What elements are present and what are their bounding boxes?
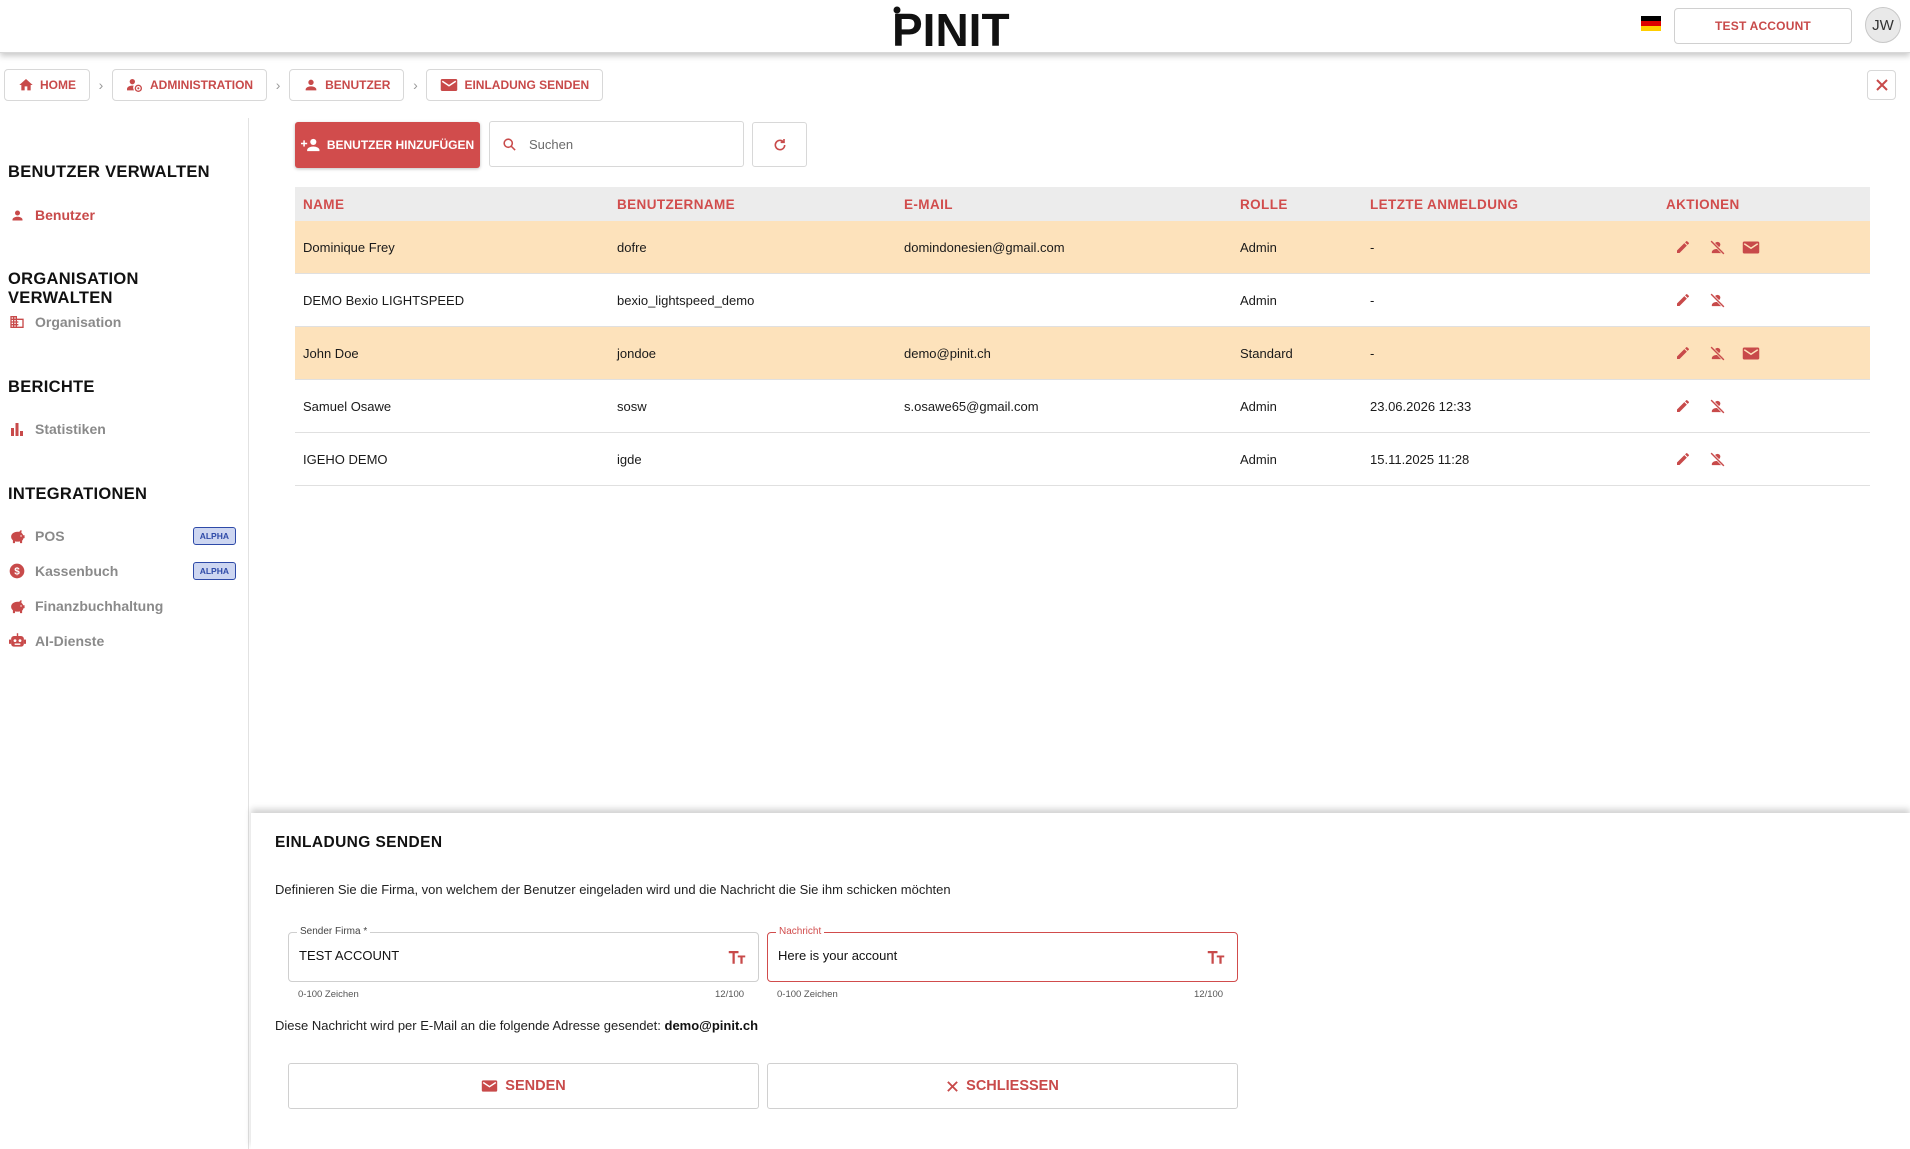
- sidebar-item-organisation[interactable]: [8, 311, 238, 333]
- edit-pencil-icon: [1675, 239, 1691, 255]
- deactivate-user-button[interactable]: [1700, 394, 1734, 418]
- deactivate-user-button[interactable]: [1700, 235, 1734, 259]
- building-icon: [9, 314, 25, 330]
- table-row[interactable]: [295, 433, 1870, 486]
- edit-pencil-icon: [1675, 451, 1691, 467]
- table-row[interactable]: [295, 274, 1870, 327]
- close-panel-button[interactable]: [767, 1063, 1238, 1109]
- piggy-bank-icon: [9, 528, 26, 544]
- table-row[interactable]: [295, 327, 1870, 380]
- person-off-icon: [1709, 451, 1726, 468]
- cell-last-login: -: [1370, 345, 1375, 361]
- message-field[interactable]: [767, 926, 1238, 982]
- person-off-icon: [1709, 398, 1726, 415]
- person-icon: [303, 77, 319, 93]
- email-notice-text: Diese Nachricht wird per E-Mail an die folgende Adresse gesendet:: [275, 1018, 661, 1033]
- person-off-icon: [1709, 345, 1726, 362]
- sidebar-item-kassenbuch[interactable]: [8, 560, 238, 582]
- send-invite-button[interactable]: [1734, 341, 1768, 365]
- chevron-right-icon: ›: [413, 77, 418, 93]
- sidebar: [0, 118, 249, 1149]
- mail-icon: [1742, 346, 1760, 361]
- sidebar-item-statistiken[interactable]: [8, 418, 238, 440]
- cell-username: igde: [617, 451, 642, 467]
- alpha-badge: ALPHA: [193, 527, 236, 545]
- table-row[interactable]: [295, 380, 1870, 433]
- column-header-name[interactable]: NAME: [303, 196, 345, 212]
- edit-button[interactable]: [1666, 288, 1700, 312]
- sidebar-item-benutzer[interactable]: [8, 204, 238, 226]
- sidebar-item-label: AI-Dienste: [35, 633, 105, 649]
- home-icon: [18, 77, 34, 93]
- cell-last-login: 15.11.2025 11:28: [1370, 451, 1470, 467]
- cell-role: Admin: [1240, 239, 1277, 255]
- breadcrumb-label: BENUTZER: [325, 78, 391, 92]
- cell-name: Dominique Frey: [303, 239, 395, 255]
- refresh-button[interactable]: [752, 122, 807, 167]
- sidebar-item-label: Benutzer: [35, 207, 95, 223]
- sender-hint: 0-100 Zeichen: [298, 989, 359, 1000]
- breadcrumb-label: HOME: [40, 78, 76, 92]
- sender-company-label: Sender Firma *: [297, 926, 370, 937]
- cell-username: bexio_lightspeed_demo: [617, 292, 755, 308]
- send-button[interactable]: [288, 1063, 759, 1109]
- edit-pencil-icon: [1675, 345, 1691, 361]
- breadcrumb-administration[interactable]: [112, 69, 267, 101]
- panel-title: EINLADUNG SENDEN: [275, 834, 443, 851]
- cell-username: dofre: [617, 239, 647, 255]
- cell-last-login: -: [1370, 239, 1375, 255]
- close-label: SCHLIESSEN: [966, 1078, 1059, 1094]
- breadcrumb-label: ADMINISTRATION: [150, 78, 254, 92]
- mail-icon: [481, 1079, 498, 1093]
- account-selector-button[interactable]: TEST ACCOUNT: [1674, 8, 1852, 44]
- cell-role: Admin: [1240, 398, 1277, 414]
- sidebar-item-label: Statistiken: [35, 421, 106, 437]
- panel-description: Definieren Sie die Firma, von welchem der Benutzer eingeladen wird und die Nachricht die Sie ihm schicken möchten: [275, 882, 951, 897]
- send-invite-button[interactable]: [1734, 235, 1768, 259]
- text-format-icon[interactable]: [1207, 949, 1225, 965]
- deactivate-user-button[interactable]: [1700, 447, 1734, 471]
- avatar[interactable]: JW: [1865, 7, 1901, 43]
- email-notice: [275, 1018, 758, 1033]
- section-integrationen: INTEGRATIONEN: [8, 485, 148, 503]
- close-icon: [946, 1080, 959, 1093]
- cell-actions: [1658, 394, 1870, 418]
- send-label: SENDEN: [505, 1078, 566, 1094]
- recipient-email: demo@pinit.ch: [664, 1018, 759, 1033]
- sender-company-input[interactable]: [299, 948, 699, 963]
- brand-wordmark: PINIT: [892, 4, 1010, 50]
- add-user-label: BENUTZER HINZUFÜGEN: [326, 138, 475, 152]
- mail-icon: [440, 77, 458, 93]
- column-header-username[interactable]: BENUTZERNAME: [617, 196, 736, 212]
- sidebar-item-finanzbuchhaltung[interactable]: [8, 595, 238, 617]
- cell-role: Standard: [1240, 345, 1293, 361]
- invite-panel: [251, 813, 1910, 1149]
- section-berichte: BERICHTE: [8, 378, 95, 396]
- search-icon: [502, 137, 517, 152]
- dollar-icon: [9, 563, 25, 579]
- column-header-role[interactable]: ROLLE: [1240, 196, 1288, 212]
- column-header-last-login[interactable]: LETZTE ANMELDUNG: [1370, 196, 1519, 212]
- message-counter: 12/100: [1194, 989, 1224, 1000]
- bar-chart-icon: [10, 422, 24, 436]
- mail-icon: [1742, 240, 1760, 255]
- column-header-actions: AKTIONEN: [1666, 196, 1740, 212]
- breadcrumb-label: EINLADUNG SENDEN: [464, 78, 590, 92]
- section-organisation-verwalten: ORGANISATION VERWALTEN: [8, 270, 139, 307]
- column-header-email[interactable]: E-MAIL: [904, 196, 953, 212]
- edit-pencil-icon: [1675, 292, 1691, 308]
- table-header: [295, 187, 1870, 221]
- cell-username: jondoe: [617, 345, 657, 361]
- breadcrumb-einladung-senden[interactable]: [426, 69, 603, 101]
- cell-last-login: -: [1370, 292, 1375, 308]
- pinit-logo[interactable]: [890, 4, 1020, 50]
- refresh-icon: [772, 137, 788, 153]
- cell-actions: [1658, 341, 1870, 365]
- deactivate-user-button[interactable]: [1700, 288, 1734, 312]
- sidebar-item-label: POS: [35, 528, 65, 544]
- breadcrumb-home[interactable]: [4, 69, 90, 101]
- person-icon: [10, 208, 25, 223]
- add-user-button[interactable]: [295, 122, 480, 168]
- sender-counter: 12/100: [715, 989, 745, 1000]
- sidebar-item-label: Kassenbuch: [35, 563, 119, 579]
- text-format-icon[interactable]: [728, 949, 746, 965]
- close-icon: [1875, 78, 1889, 92]
- sidebar-item-label: Finanzbuchhaltung: [35, 598, 164, 614]
- breadcrumb-benutzer[interactable]: [289, 69, 404, 101]
- edit-button[interactable]: [1666, 447, 1700, 471]
- cell-username: sosw: [617, 398, 647, 414]
- cell-name: IGEHO DEMO: [303, 451, 388, 467]
- robot-icon: [9, 633, 26, 649]
- cell-email: demo@pinit.ch: [904, 345, 991, 361]
- message-input[interactable]: [778, 948, 1178, 963]
- cell-actions: [1658, 447, 1870, 471]
- person-add-icon: [301, 137, 321, 153]
- sidebar-item-pos[interactable]: [8, 525, 238, 547]
- cell-email: s.osawe65@gmail.com: [904, 398, 1039, 414]
- cell-actions: [1658, 235, 1870, 259]
- cell-name: Samuel Osawe: [303, 398, 392, 414]
- edit-pencil-icon: [1675, 398, 1691, 414]
- top-header: [0, 0, 1910, 53]
- admin-user-icon: [126, 77, 144, 93]
- cell-role: Admin: [1240, 292, 1277, 308]
- breadcrumb: [4, 69, 603, 101]
- deactivate-user-button[interactable]: [1700, 341, 1734, 365]
- edit-button[interactable]: [1666, 341, 1700, 365]
- edit-button[interactable]: [1666, 235, 1700, 259]
- chevron-right-icon: ›: [98, 77, 104, 93]
- cell-email: domindonesien@gmail.com: [904, 239, 1065, 255]
- cell-name: John Doe: [303, 345, 359, 361]
- svg-text:$: $: [14, 566, 20, 578]
- person-off-icon: [1709, 239, 1726, 256]
- section-benutzer-verwalten: BENUTZER VERWALTEN: [8, 163, 210, 181]
- search-box[interactable]: [489, 121, 744, 167]
- piggy-bank-icon: [9, 598, 26, 614]
- message-label: Nachricht: [776, 926, 824, 937]
- cell-name: DEMO Bexio LIGHTSPEED: [303, 292, 465, 308]
- users-table: [295, 187, 1870, 486]
- cell-last-login: 23.06.2026 12:33: [1370, 398, 1472, 414]
- person-off-icon: [1709, 292, 1726, 309]
- edit-button[interactable]: [1666, 394, 1700, 418]
- search-input[interactable]: [529, 137, 719, 152]
- cell-actions: [1658, 288, 1870, 312]
- sidebar-item-label: Organisation: [35, 314, 122, 330]
- sidebar-item-ai-dienste[interactable]: [8, 630, 238, 652]
- message-hint: 0-100 Zeichen: [777, 989, 838, 1000]
- cell-role: Admin: [1240, 451, 1277, 467]
- sender-company-field[interactable]: [288, 926, 759, 982]
- german-flag-icon[interactable]: [1641, 16, 1661, 31]
- alpha-badge: ALPHA: [193, 562, 236, 580]
- table-row[interactable]: [295, 221, 1870, 274]
- chevron-right-icon: ›: [275, 77, 281, 93]
- close-page-button[interactable]: [1867, 70, 1896, 100]
